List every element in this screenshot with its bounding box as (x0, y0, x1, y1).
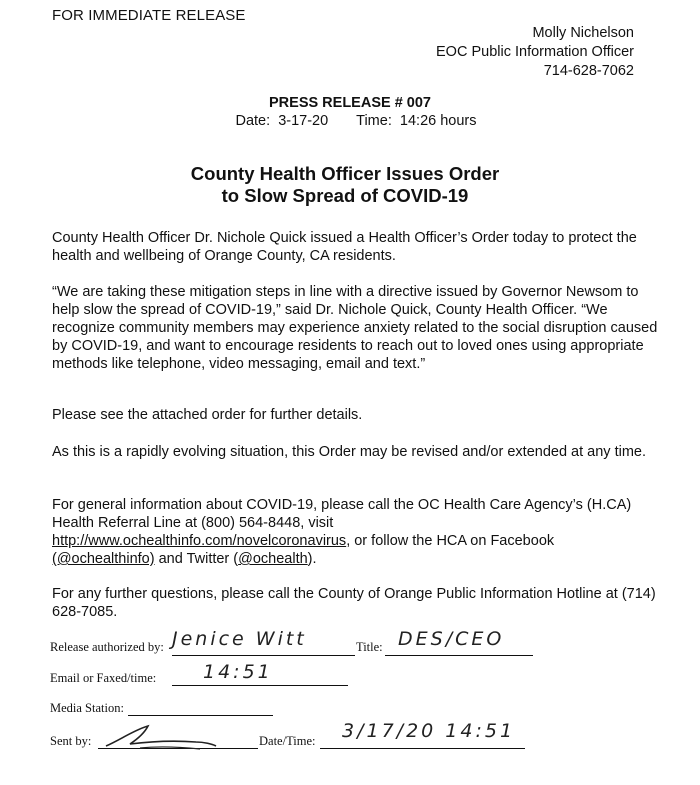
paragraph-2-quote: “We are taking these mitigation steps in line with a directive issued by Governor Newsom to help slow the spread of COVID-19,” said Dr. Nichole Quick, County Health Officer. “We recognize community members may experience anxiety related to the social disruption caused by COVID-19, and want to encourage residents to reach out to loved ones using appropriate methods like telephone, video messaging, email and text.” (52, 284, 658, 372)
ochealthinfo-link[interactable]: http://www.ochealthinfo.com/novelcoronavirus (52, 533, 347, 549)
time-value: 14:26 hours (399, 113, 477, 129)
twitter-link[interactable]: @ochealth (238, 551, 308, 567)
paragraph-3: Please see the attached order for further details. (52, 407, 363, 423)
sent-by-signature-icon (100, 722, 220, 752)
contact-phone: 714-628-7062 (543, 63, 634, 79)
sent-by-label: Sent by: (50, 734, 92, 748)
time-label: Time: (356, 113, 392, 129)
title-handwritten: DES/CEO (398, 628, 505, 650)
email-time-handwritten: 14:51 (203, 661, 273, 683)
paragraph-1: County Health Officer Dr. Nichole Quick issued a Health Officer’s Order today to protect the health and wellbeing of Orange County, CA residents. (52, 230, 637, 264)
title-line (385, 655, 533, 656)
release-tag: FOR IMMEDIATE RELEASE (52, 7, 246, 24)
press-release-number: PRESS RELEASE # 007 (269, 95, 431, 111)
contact-name: Molly Nichelson (532, 25, 634, 41)
authorized-label: Release authorized by: (50, 640, 164, 654)
facebook-link[interactable]: (@ochealthinfo) (52, 551, 155, 567)
email-line (172, 685, 348, 686)
date-label: Date: (235, 113, 271, 129)
authorized-signature: Jenice Witt (172, 628, 307, 650)
paragraph-4: As this is a rapidly evolving situation, this Order may be revised and/or extended at any time. (52, 444, 646, 460)
media-line (128, 715, 273, 716)
datetime-line (320, 748, 525, 749)
paragraph-6: For any further questions, please call the County of Orange Public Information Hotline at (714) 628-7085. (52, 586, 656, 620)
headline-line1: County Health Officer Issues Order (190, 163, 500, 184)
press-release-header (0, 94, 700, 130)
datetime-handwritten: 3/17/20 14:51 (342, 720, 516, 742)
email-label: Email or Faxed/time: (50, 671, 157, 685)
authorized-line (172, 655, 355, 656)
contact-title: EOC Public Information Officer (436, 44, 634, 60)
headline (0, 163, 690, 207)
headline-line2: to Slow Spread of COVID-19 (221, 185, 469, 206)
contact-block (436, 24, 634, 81)
date-value: 3-17-20 (278, 113, 329, 129)
paragraph-5-contact-info: For general information about COVID-19, please call the OC Health Care Agency’s (H.CA) Health Referral Line at (800) 564-8448, visit http://www.ochealthinfo.com/novelcoronavirus, or follow the HCA on Facebook (@ochealthinfo) and Twitter (@ochealth). (52, 497, 632, 567)
media-label: Media Station: (50, 701, 124, 715)
title-label: Title: (356, 640, 383, 654)
datetime-label: Date/Time: (259, 734, 316, 748)
press-release-datetime (0, 112, 700, 130)
